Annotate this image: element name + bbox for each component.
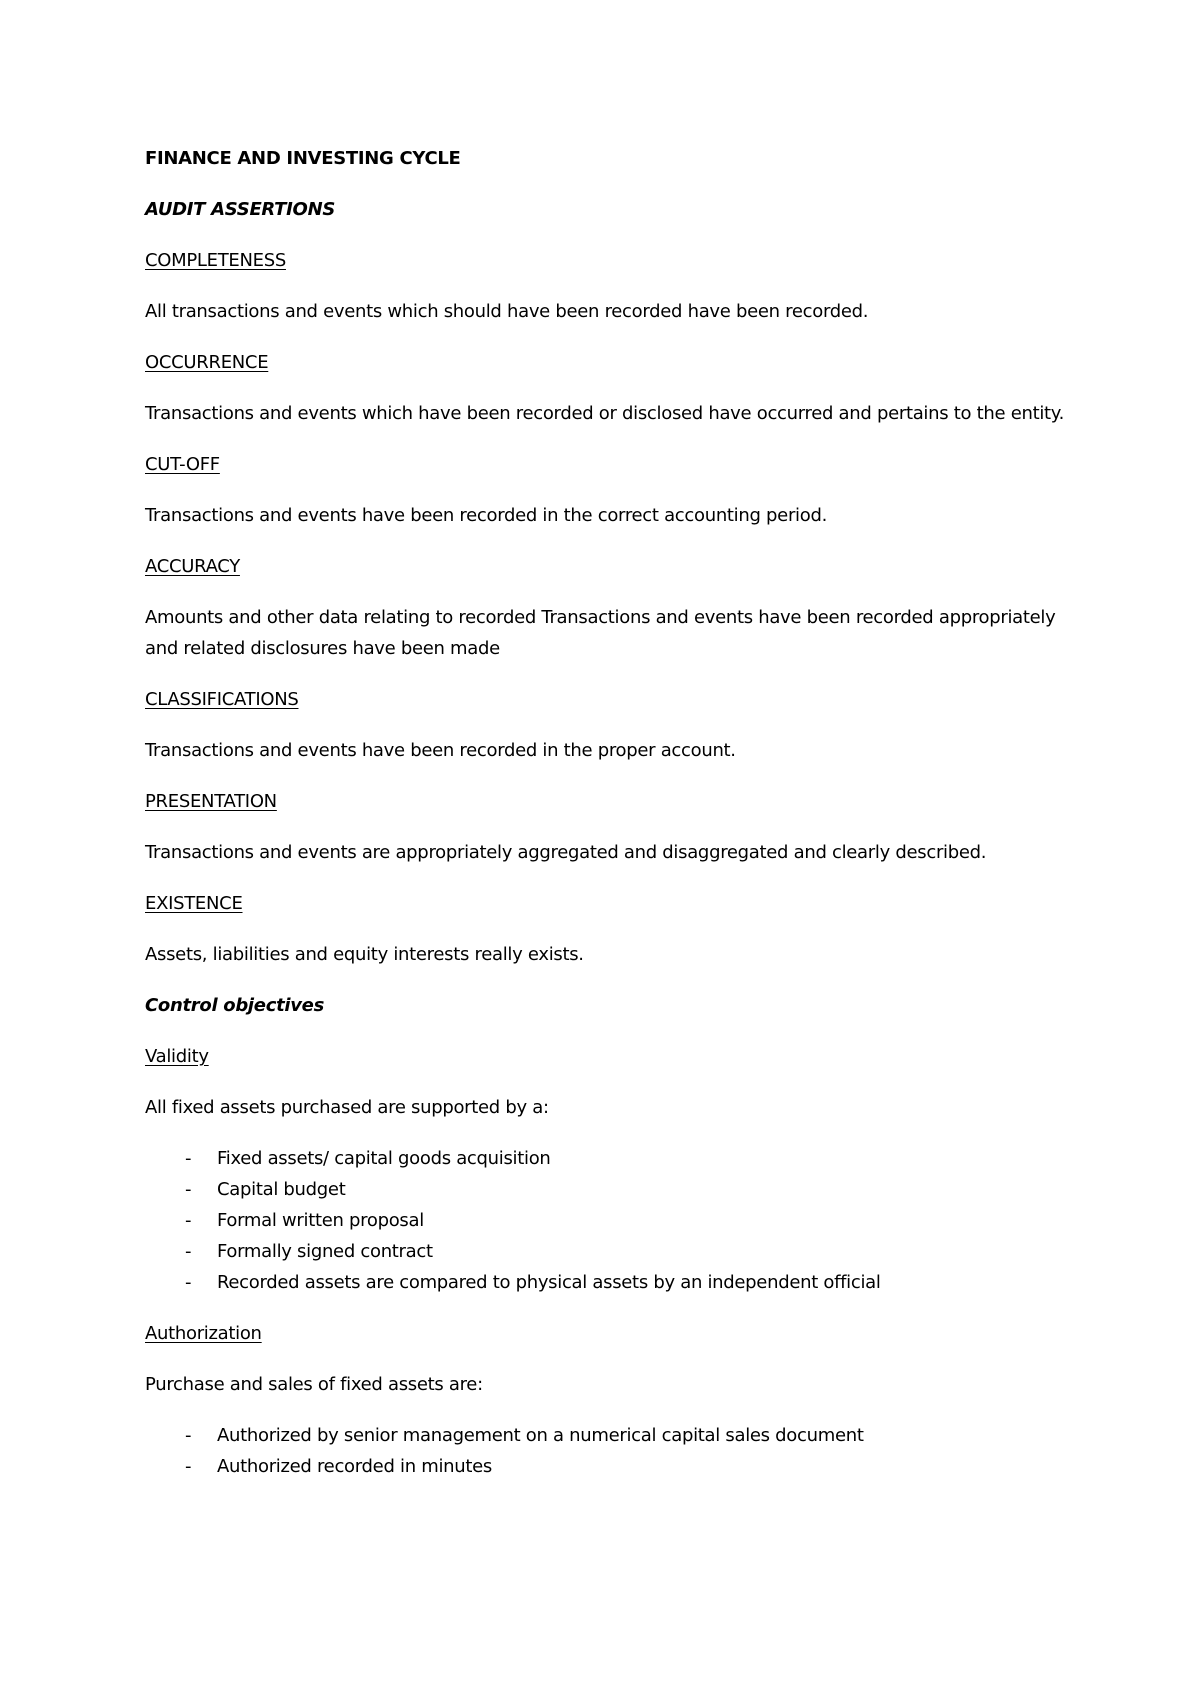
validity-intro: All fixed assets purchased are supported by a: <box>145 1097 549 1118</box>
authorization-heading: Authorization <box>145 1323 262 1344</box>
document-title: FINANCE AND INVESTING CYCLE <box>145 148 461 169</box>
assertion-text-presentation: Transactions and events are appropriately aggregated and disaggregated and clearly described. <box>145 842 987 863</box>
assertion-heading-presentation: PRESENTATION <box>145 791 277 812</box>
validity-heading: Validity <box>145 1046 209 1067</box>
assertion-text-classifications: Transactions and events have been recorded in the proper account. <box>145 740 736 761</box>
dash-bullet: - <box>185 1272 192 1293</box>
dash-bullet: - <box>185 1456 192 1477</box>
list-item-text: Capital budget <box>217 1179 346 1200</box>
list-item <box>145 1451 1065 1482</box>
assertion-heading-classifications: CLASSIFICATIONS <box>145 689 299 710</box>
list-item <box>145 1236 1065 1267</box>
list-item-text: Fixed assets/ capital goods acquisition <box>217 1148 551 1169</box>
list-item <box>145 1205 1065 1236</box>
dash-bullet: - <box>185 1148 192 1169</box>
assertion-heading-occurrence: OCCURRENCE <box>145 352 269 373</box>
document-body <box>145 143 1065 1502</box>
dash-bullet: - <box>185 1241 192 1262</box>
list-item-text: Formally signed contract <box>217 1241 433 1262</box>
assertion-text-occurrence: Transactions and events which have been recorded or disclosed have occurred and pertains to the entity. <box>145 403 1064 424</box>
assertion-text-accuracy: Amounts and other data relating to recorded Transactions and events have been recorded appropriately and related disclosures have been made <box>145 607 1056 659</box>
audit-assertions-heading: AUDIT ASSERTIONS <box>145 199 335 220</box>
assertion-heading-accuracy: ACCURACY <box>145 556 240 577</box>
authorization-intro: Purchase and sales of fixed assets are: <box>145 1374 483 1395</box>
list-item <box>145 1143 1065 1174</box>
assertion-text-completeness: All transactions and events which should have been recorded have been recorded. <box>145 301 869 322</box>
list-item <box>145 1267 1065 1298</box>
assertion-text-existence: Assets, liabilities and equity interests really exists. <box>145 944 584 965</box>
assertion-heading-cut-off: CUT-OFF <box>145 454 220 475</box>
list-item-text: Authorized by senior management on a numerical capital sales document <box>217 1425 864 1446</box>
validity-list <box>145 1143 1065 1298</box>
list-item-text: Recorded assets are compared to physical assets by an independent official <box>217 1272 881 1293</box>
authorization-list <box>145 1420 1065 1482</box>
assertion-heading-existence: EXISTENCE <box>145 893 243 914</box>
list-item <box>145 1174 1065 1205</box>
assertion-heading-completeness: COMPLETENESS <box>145 250 286 271</box>
dash-bullet: - <box>185 1179 192 1200</box>
dash-bullet: - <box>185 1210 192 1231</box>
control-objectives-heading: Control objectives <box>145 995 325 1016</box>
list-item-text: Formal written proposal <box>217 1210 424 1231</box>
list-item <box>145 1420 1065 1451</box>
dash-bullet: - <box>185 1425 192 1446</box>
assertion-text-cut-off: Transactions and events have been recorded in the correct accounting period. <box>145 505 828 526</box>
list-item-text: Authorized recorded in minutes <box>217 1456 492 1477</box>
